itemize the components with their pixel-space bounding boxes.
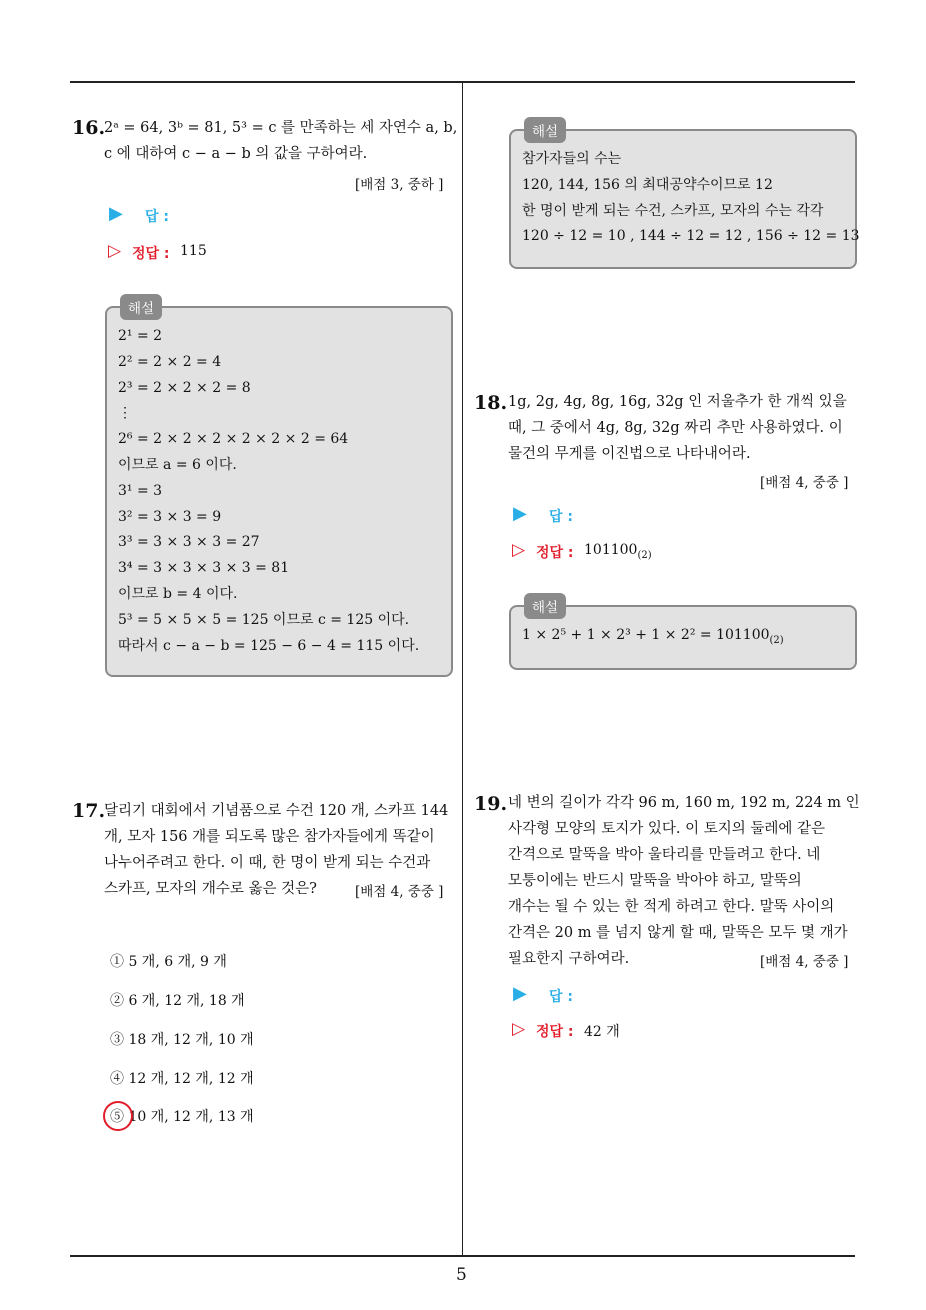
correct-triangle-icon: ▷ — [108, 241, 122, 261]
answer-triangle-icon: ▶ — [513, 503, 527, 524]
question-line: 간격으로 말뚝을 박아 울타리를 만들려고 한다. 네 — [508, 847, 821, 863]
solution-line: 120, 144, 156 의 최대공약수이므로 12 — [522, 176, 773, 193]
answer-label: 답 : — [549, 989, 573, 1005]
solution-line: 따라서 c − a − b = 125 − 6 − 4 = 115 이다. — [118, 637, 420, 654]
choice-1[interactable]: ① 5 개, 6 개, 9 개 — [110, 954, 227, 970]
solution-tag: 해설 — [524, 117, 566, 143]
solution-line: 한 명이 받게 되는 수건, 스카프, 모자의 수는 각각 — [522, 202, 824, 219]
question-line: 사각형 모양의 토지가 있다. 이 토지의 둘레에 같은 — [508, 821, 826, 837]
correct-value: 42 개 — [584, 1024, 620, 1040]
solution-line: 3² = 3 × 3 = 9 — [118, 508, 222, 525]
bottom-rule — [70, 1255, 855, 1257]
correct-value-main: 101100 — [584, 542, 638, 558]
solution-main: 1 × 2⁵ + 1 × 2³ + 1 × 2² = 101100 — [522, 627, 770, 643]
score-meta: [배점 4, 중중 ] — [760, 954, 849, 970]
correct-value-base: (2) — [637, 549, 652, 561]
column-divider — [462, 81, 463, 1256]
correct-value — [584, 542, 652, 561]
answer-triangle-icon: ▶ — [513, 983, 527, 1004]
correct-label: 정답 : — [536, 1024, 574, 1040]
question-line: 달리기 대회에서 기념품으로 수건 120 개, 스카프 144 — [104, 803, 449, 819]
solution-lines — [118, 324, 419, 659]
question-line: 개수는 될 수 있는 한 적게 하려고 한다. 말뚝 사이의 — [508, 899, 835, 915]
solution-line: 2¹ = 2 — [118, 328, 163, 344]
solution-line: ⋮ — [118, 405, 132, 422]
solution-line: 참가자들의 수는 — [522, 151, 622, 167]
answer-triangle-icon: ▶ — [109, 203, 123, 224]
question-line: 필요한지 구하여라. — [508, 951, 630, 967]
question-line: 1g, 2g, 4g, 8g, 16g, 32g 인 저울추가 한 개씩 있을 — [508, 394, 847, 410]
solution-lines — [522, 147, 860, 250]
solution-line: 이므로 b = 4 이다. — [118, 585, 238, 602]
solution-line: 5³ = 5 × 5 × 5 = 125 이므로 c = 125 이다. — [118, 611, 410, 628]
choice-3[interactable]: ③ 18 개, 12 개, 10 개 — [110, 1032, 254, 1048]
choice-2[interactable]: ② 6 개, 12 개, 18 개 — [110, 993, 245, 1009]
solution-line: 이므로 a = 6 이다. — [118, 456, 237, 473]
score-meta: [배점 4, 중중 ] — [760, 475, 849, 491]
solution-line: 3¹ = 3 — [118, 482, 163, 499]
correct-triangle-icon: ▷ — [512, 540, 526, 560]
question-line: 때, 그 중에서 4g, 8g, 32g 짜리 추만 사용하였다. 이 — [508, 420, 843, 436]
question-line: 모퉁이에는 반드시 말뚝을 박아야 하고, 말뚝의 — [508, 873, 802, 889]
selected-choice-circle-icon — [103, 1101, 133, 1131]
choice-5[interactable]: ⑤ 10 개, 12 개, 13 개 — [110, 1109, 254, 1125]
question-line: 물건의 무게를 이진법으로 나타내어라. — [508, 446, 751, 462]
solution-line: 2⁶ = 2 × 2 × 2 × 2 × 2 × 2 = 64 — [118, 431, 349, 448]
page-number: 5 — [456, 1265, 467, 1285]
question-number: 16. — [72, 117, 106, 139]
solution-line: 3⁴ = 3 × 3 × 3 × 3 = 81 — [118, 560, 290, 577]
correct-triangle-icon: ▷ — [512, 1019, 526, 1039]
correct-label: 정답 : — [536, 545, 574, 561]
question-line: c 에 대하여 c − a − b 의 값을 구하여라. — [104, 146, 368, 162]
question-number: 18. — [474, 392, 508, 414]
solution-base: (2) — [769, 634, 784, 646]
question-line: 나누어주려고 한다. 이 때, 한 명이 받게 되는 수건과 — [104, 855, 431, 871]
answer-label: 답 : — [549, 509, 573, 525]
solution-line — [522, 623, 784, 654]
question-line: 2ᵃ = 64, 3ᵇ = 81, 5³ = c 를 만족하는 세 자연수 a, b, — [104, 120, 458, 136]
solution-line: 2³ = 2 × 2 × 2 = 8 — [118, 379, 251, 396]
correct-value: 115 — [180, 243, 207, 259]
score-meta: [배점 3, 중하 ] — [355, 177, 444, 193]
solution-line: 120 ÷ 12 = 10 , 144 ÷ 12 = 12 , 156 ÷ 12 = 13 — [522, 228, 860, 245]
question-number: 19. — [474, 793, 508, 815]
question-number: 17. — [72, 800, 106, 822]
question-line: 간격은 20 m 를 넘지 않게 할 때, 말뚝은 모두 몇 개가 — [508, 925, 848, 941]
solution-tag: 해설 — [120, 294, 162, 320]
question-line: 개, 모자 156 개를 되도록 많은 참가자들에게 똑같이 — [104, 829, 435, 845]
choice-4[interactable]: ④ 12 개, 12 개, 12 개 — [110, 1071, 254, 1087]
solution-line: 2² = 2 × 2 = 4 — [118, 353, 222, 370]
answer-label: 답 : — [145, 209, 169, 225]
score-meta: [배점 4, 중중 ] — [355, 884, 444, 900]
question-line: 스카프, 모자의 개수로 옳은 것은? — [104, 881, 317, 897]
correct-label: 정답 : — [132, 246, 170, 262]
solution-tag: 해설 — [524, 593, 566, 619]
question-line: 네 변의 길이가 각각 96 m, 160 m, 192 m, 224 m 인 — [508, 795, 860, 811]
solution-line: 3³ = 3 × 3 × 3 = 27 — [118, 534, 260, 551]
